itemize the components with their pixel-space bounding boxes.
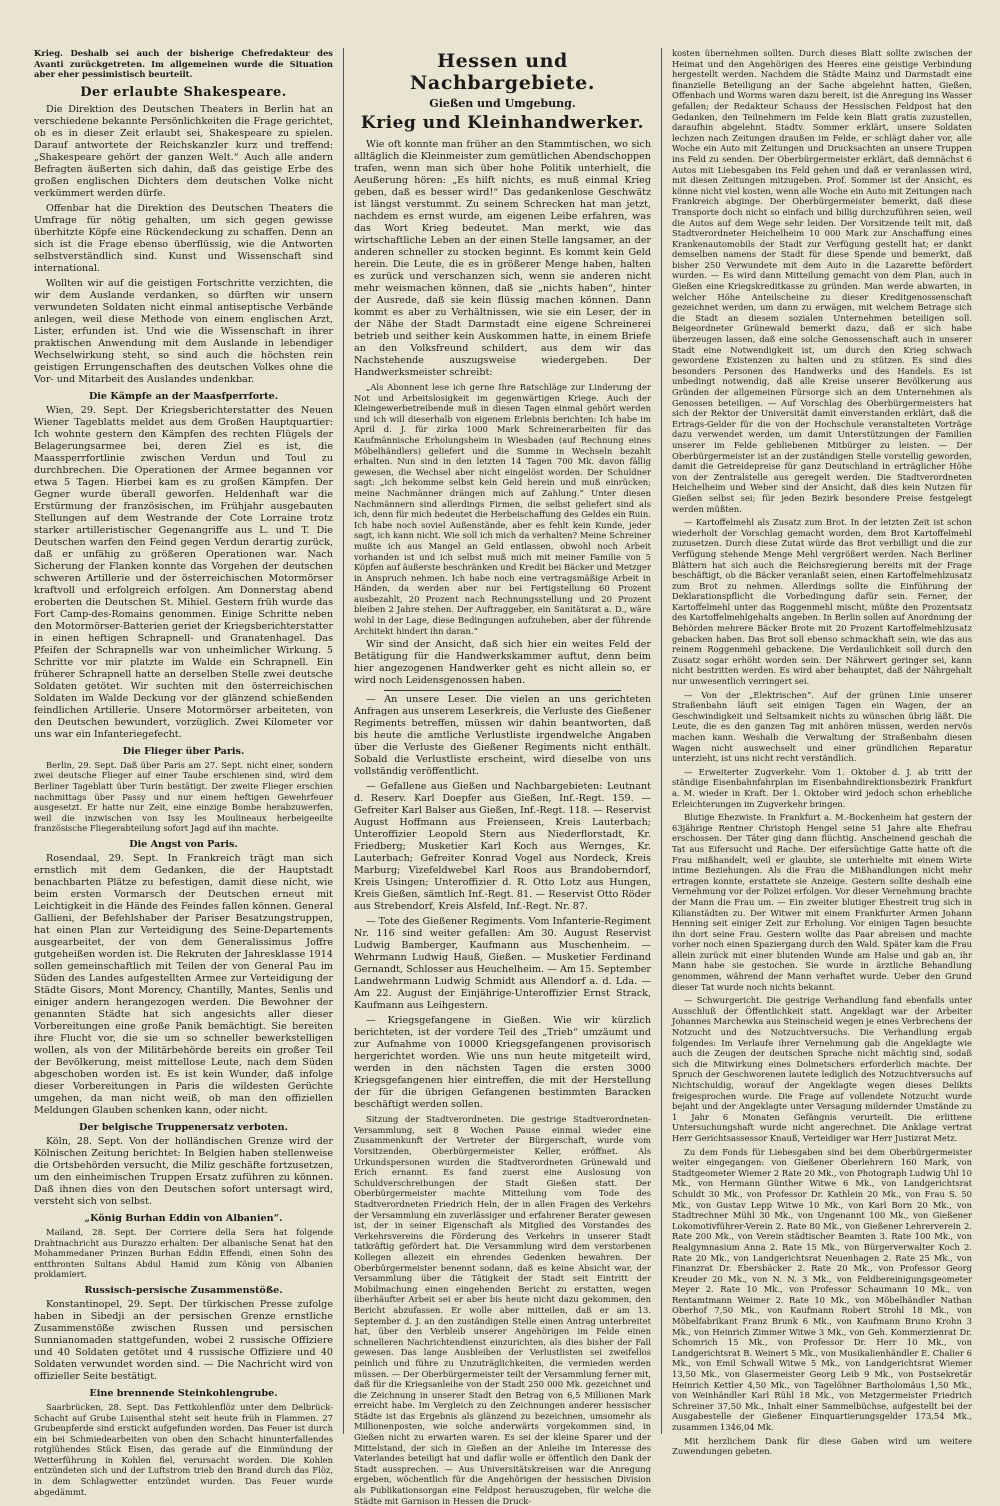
article-paragraph: Blutige Ehezwiste. In Frankfurt a. M.-Bockenheim hat gestern der 63jährige Rentner Christoph Hengel seine 51 Jahre alte Ehefrau erschossen. Der Täter ging dann flüchtig. Anscheinend geschah die Tat aus Eifersucht und Rache. Der eifersüchtige Gatte hatte oft die Frau mißhandelt, weil er glaubte, sie unterhielte mit einem Wirte intime Beziehungen. Als die Frau die Mißhandlungen nicht mehr ertragen konnte, erstattete sie Anzeige. Gestern sollte deshalb eine Vernehmung vor der Polizei erfolgen. Vor dieser Vernehmung brachte der Mann die Frau um. — Ein zweiter blutiger Ehestreit trug sich in Kilianstädten zu. Der Witwer mit einem Frankfurter Armen Johann Henning seit einiger Zeit zur Erholung. Vor einigen Tagen besuchte ihn dort seine Frau. Gestern wollte das Paar abreisen und machte vorher noch einen Spaziergang durch den Wald. Später kam die Frau allein zurück mit einer blutenden Wunde am Halse und gab an, ihr Mann habe sie gestochen. Sie wurde in ärztliche Behandlung genommen, während der Mann verhaftet wurde. Ueber den Grund dieser Tat wurde noch nichts bekannt. [672, 812, 972, 992]
article-paragraph: Saarbrücken, 28. Sept. Das Fettkohlenflöz unter dem Delbrück-Schacht auf Grube Luisenthal steht seit heute früh in Flammen. 27 Grubenpferde sind erstickt aufgefunden worden. Das Feuer ist durch ein bei Schmiedearbeiten von oben den Schacht hinunterfallendes rotglühendes Stück Eisen, das gerade auf die Einmündung der Wetterführung in Kohlen fiel, verursacht worden. Die Kohlen entzündeten sich und der Luftstrom trieb den Brand durch das Flöz, in dem Schlagwetter entzündet wurden. Das Feuer wurde abgedämmt. [34, 1401, 333, 1497]
article-paragraph: Rosendaal, 29. Sept. In Frankreich trägt man sich ernstlich mit dem Gedanken, die der Hauptstadt benachbarten Plätze zu befestigen, damit diese nicht, wie beim ersten Vormarsch der Deutschen erneut mit Leichtigkeit in die Hände des Feindes fallen können. General Gallieni, der Befehlshaber der Pariser Besatzungstruppen, hat einen Plan zur Verteidigung des Seine-Departements ausgearbeitet, der von dem Generalissimus Joffre gutgeheißen worden ist. Die Rekruten der Jahresklasse 1914 sollen gemeinschaftlich mit Teilen der von General Pau im Süden des Landes aufgestellten Armee zur Verteidigung der Städte Gisors, Mont Morency, Chantilly, Mantes, Senlis und einiger andern herangezogen werden. Die Bewohner der genannten Städte hat sich angesichts aller dieser Vorbereitungen eine große Panik bemächtigt. Sie bereiten ihre Flucht vor, die sie um so schneller bewerkstelligen wollen, als von der Militärbehörde bereits ein großer Teil der Bevölkerung, meist mittellose Leute, nach dem Süden abgeschoben worden ist. Es ist kein Wunder, daß infolge dieser Vorbereitungen in Paris die wildesten Gerüchte umgehen, da man nicht weiß, ob man den offiziellen Meldungen Glauben schenken kann, oder nicht. [34, 852, 333, 1116]
intro-text: Krieg. Deshalb sei auch der bisherige Chefredakteur des Avanti zurückgetreten. Im allgemeinen wurde die Situation aber eher pessimistisch beurteilt. [34, 48, 333, 80]
article-paragraph: Sitzung der Stadtverordneten. Die gestrige Stadtverordneten-Versammlung, seit 8 Wochen Pause einmal wieder eine Zusammenkunft der Vertreter der Bürgerschaft, wurde vom Vorsitzenden, Oberbürgermeister Keller, eröffnet. Als Urkundspersonen wurden die Stadtverordneten Grünewald und Erich ernannt. Es fand zuerst eine Auslosung von Schuldverschreibungen der Stadt Gießen statt. Der Oberbürgermeister machte Mitteilung vom Tode des Stadtverordneten Friedrich Heln, der in allen Fragen des Verkehrs der Versammlung ein zuverlässiger und erfahrener Berater gewesen ist, der in seiner Eigenschaft als Mitglied des Vorstandes des Verkehrsvereins die Förderung des Verkehrs in unserer Stadt tatkräftig gefördert hat. Die Versammlung wird dem verstorbenen Kollegen allezeit ein ehrendes Gedenken bewahren. Der Oberbürgermeister benennt sodann, daß es keine Absicht war, der Versammlung über die Tätigkeit der Stadt seit Eintritt der Mobilmachung einen eingehenden Bericht zu erstatten, wegen überhäufter Arbeit sei er aber bis heute nicht dazu gekommen, den Bericht abzufassen. Er wolle aber mitteilen, daß er am 13. September d. J. an den zuständigen Stelle einen Antrag unterbreitet hat, über den Verbleib unserer Angehörigen im Felde einen schnelleren Nachrichtendienst einzurichten, als dies bisher der Fall gewesen. Das lange Ausbleiben der Verlustlisten sei zweifellos peinlich und führe zu Unzuträglichkeiten, die vermieden werden müssen. — Der Oberbürgermeister teilt der Versammlung ferner mit, daß für die Kriegsanleihe von der Stadt 250 000 Mk. gezeichnet und die Zeichnung in unserer Stadt den Betrag von 6,5 Millionen Mark erreicht habe. Im Vergleich zu den Zeichnungen anderer hessischer Städte ist das Ergebnis als glänzend zu bezeichnen, umsomehr als Millionenposten, wie solche anderwärts vorgekommen sind, in Gießen nicht zu erwarten waren. Es sei der kleine Sparer und der Mittelstand, der sich in Gießen an der Anleihe im Interesse des Vaterlandes beteiligt hat und dafür wolle er öffentlich den Dank der Stadt aussprechen. — Aus Universitätskreisen war die Anregung ergeben, wöchentlich für die Angehörigen der hessischen Division als Publikationsorgan eine Feldpost herauszugeben, für welche die Städte mit Garnison in Hessen die Druck- [354, 1114, 651, 1506]
article-paragraph: Mailand, 28. Sept. Der Corriere della Sera hat folgende Drahtnachricht aus Durazzo erhalten: Der albanische Senat hat den Mohammedaner Prinzen Burhan Eddin Effendi, einen Sohn des entthronten Sultans Abdul Hamid zum König von Albanien proklamiert. [34, 1226, 333, 1280]
article-paragraph: — An unsere Leser. Die vielen an uns gerichteten Anfragen aus unserem Leserkreis, die Verluste des Gießener Regiments betreffen, müssen wir dahin beantworten, daß bis heute die amtliche Verlustliste irgendwelche Angaben über die Verluste des Gießener Regiments nicht enthält. Sobald die Verlustliste erscheint, wird dieselbe von uns vollständig veröffentlicht. [354, 694, 651, 778]
article-title-persien: Russisch-persische Zusammenstöße. [84, 1284, 283, 1296]
article-paragraph: — Kriegsgefangene in Gießen. Wie wir kürzlich berichteten, ist der vordere Teil des „Trieb“ umzäumt und zur Aufnahme von 10000 Kriegsgefangenen provisorisch hergerichtet worden. Wie uns nun heute mitgeteilt wird, werden in den nächsten Tagen die ersten 3000 Kriegsgefangenen hier eintreffen, die mit der Herstellung der für die übrigen Gefangenen bestimmten Baracken beschäftigt werden sollen. [354, 1015, 651, 1111]
article-title-maas: Die Kämpfe an der Maasfperrforte. [88, 390, 279, 402]
article-paragraph: Wie oft konnte man früher an den Stammtischen, wo sich alltäglich die Kleinmeister zum gemütlichen Abendschoppen trafen, wenn man sich über hohe Politik unterhielt, die Aeußerung hören: „Es hilft nichts, es muß einmal Krieg geben, daß es besser wird!“ Das gedankenlose Geschwätz ist längst verstummt. Zu seinem Schrecken hat man jetzt, nachdem es ernst wurde, am eigenen Leibe erfahren, was das Wort Krieg bedeutet. Man merkt, wie das wirtschaftliche Leben an der einen Stelle langsamer, an der anderen schneller zu stocken beginnt. Es kommt kein Geld herein. Die Leute, die es in größerer Menge haben, halten es zurück und verschanzen sich, wenn sie anderen nicht mehr weismachen können, daß sie „nichts haben“, hinter der Ausrede, daß sie kein flüssig machen können. Dann kommt es aber zu Verhältnissen, wie sie ein Leser, der in der Nähe der Stadt Darmstadt eine eigene Schreinerei betrieb und seither kein Auskommen hatte, in einem Briefe an den Volksfreund schildert, aus dem wir das Nachstehende auszugsweise wiedergeben. Der Handwerksmeister schreibt: [354, 139, 651, 378]
article-paragraph: Mit herzlichem Dank für diese Gaben wird um weitere Zuwendungen gebeten. [672, 1435, 972, 1457]
article-paragraph: Zu dem Fonds für Liebesgaben sind bei dem Oberbürgermeister weiter eingegangen: von Gießener Oberlehrern 160 Mark, von Stadtgeometer Wiemer 2 Rate 20 Mk., von Photograph Ludwig Uhl 10 Mk., von Hermann Günther Witwe 6 Mk., von Landgerichtsrat Schuldt 30 Mk., von Professor Dr. Kathlein 20 Mk., von Frau S. 50 Mk., von Gustav Lepp Witwe 10 Mk., von Karl Born 20 Mk., von Stadtrechner Mühl 30 Mk., von Ungenannt 100 Mk., von Gießener Lokomotivführer-Verein 2. Rate 80 Mk., von Gießener Lehrerverein 2. Rate 200 Mk., von Verein städtischer Beamten 3. Rate 100 Mk., von Realgymnasium Anna 2. Rate 15 Mk., von Bürgerverwalter Koch 2. Rate 20 Mk., von Landgerichtsrat Neuenhagen 2. Rate 25 Mk., von Finanzrat Dr. Ebersbäcker 2. Rate 20 Mk., von Professor Georg Kreuder 20 Mk., von N. N. 3 Mk., von Feldbereinigungsgeometer Meyer 2. Rate 10 Mk., von Professor Schaumann 10 Mk., von Rentamtmann Weimer 2. Rate 10 Mk., von Möbelhändler Nathan Oberhof 7,50 Mk., von Kaufmann Robert Strohl 18 Mk., von Möbelfabrikant Franz Brunk 6 Mk., von Kaufmann Bruno Krohn 3 Mk., von Heinrich Zimmer Witwe 3 Mk., von Geh. Kommerzienrat Dr. Schomrich 15 Mk., von Professor Dr. Herr 10 Mk., von Landgerichtsrat B. Weinert 5 Mk., von Musikalienhändler E. Chalier 6 Mk., von Emil Schwall Witwe 5 Mk., von Landgerichtsrat Wiemer 13,50 Mk., von Glasermeister Georg Leib 9 Mk., von Postsekretär Heinrich Kettler 4,50 Mk., von Tagelöhner Bartholomäus 1,50 Mk., von Weinhändler Karl Rühl 18 Mk., von Metzgermeister Friedrich Schreiner 37,50 Mk., Inhalt einer Sammelbüchse, aufgestellt bei der Ausgabestelle der Gießener Einquartierungsgelder 173,54 Mk., zusammen 1346,04 Mk. [672, 1146, 972, 1432]
article-title-kleinhandwerker: Krieg und Kleinhandwerker. [360, 113, 645, 133]
divider [384, 690, 621, 691]
article-title-paris: Die Angst von Paris. [129, 838, 238, 850]
letter-quote: „Als Abonnent lese ich gerne Ihre Ratschläge zur Linderung der Not und Arbeitslosigkeit im gegenwärtigen Kriege. Auch der Kleingewerbetreibende muß in diesen Tagen einmal gehört werden und ich will dieserhalb von eigenem Erlebnis berichten: Ich habe im April d. J. für zirka 1000 Mark Schreinerarbeiten für das Kaufmännische Erholungsheim in Wiesbaden (auf Rechnung eines Möbelhändlers) geliefert und die Summe in Wechseln bezahlt erhalten. Nun sind in den letzten 14 Tagen 700 Mk. davon fällig gewesen, die Wechsel aber nicht eingelöst worden. Der Schuldner sagt: „ich bekomme selbst kein Geld herein und muß einrücken; meine Nachmänner drängen mich auf Zahlung.“ Unter diesen Nachmännern sind allerdings Firmen, die selbst geliefert sind als ich, denn für mich bedeutet die Herbeischaffung des Geldes ein Ruin. Ich habe noch soviel Außenstände, aber es fehlt kein Kunde, jeder sagt, ich kann nicht. Wie soll ich mich da verhalten? Meine Schreiner mußte ich aus Mangel an Geld entlassen, obwohl noch Arbeit vorhanden ist und ich selbst muß mich mit meiner Familie von 5 Köpfen auf äußerste beschränken und Kredit bei Bäcker und Metzger in Anspruch nehmen. Ich habe noch eine vertragsmäßige Arbeit in Händen, da werden aber nur bei Fertigstellung 60 Prozent ausbezahlt, 20 Prozent nach Rechnungsstellung und 20 Prozent bleiben 2 Jahre stehen. Der Auftraggeber, ein Sanitätsrat a. D., wäre wohl in der Lage, diese Bedingungen aufzuheben, aber der führende Architekt hindert ihn daran.“ [354, 382, 651, 636]
article-title-flieger: Die Flieger über Paris. [122, 745, 245, 757]
article-title-belgien: Der belgische Truppenersatz verboten. [79, 1121, 288, 1133]
article-paragraph: — Gefallene aus Gießen und Nachbargebieten: Leutnant d. Reserv. Karl Doepfer aus Gießen, Inf.-Regt. 159. — Gefreiter Karl Balser aus Gießen, Inf.-Regt. 118. — Reservist August Hoffmann aus Freienseen, Kreis Lauterbach; Unteroffizier Leopold Stern aus Niederflorstadt, Kr. Friedberg; Musketier Karl Koch aus Wernges, Kr. Lauterbach; Gefreiter Konrad Vogel aus Nordeck, Kreis Marburg; Vizefeldwebel Karl Roos aus Brandoberndorf, Kreis Usingen; Unteroffizier d. R. Otto Lotz aus Hungen, Kreis Gießen, sämtlich Inf.-Regt. 81. — Reservist Otto Röder aus Strebendorf, Kreis Alsfeld, Inf.-Regt. Nr. 87. [354, 781, 651, 913]
article-paragraph: Köln, 28. Sept. Von der holländischen Grenze wird der Kölnischen Zeitung berichtet: In Belgien haben stellenweise die Ortsbehörden versucht, die Miliz geschäfte fortzusetzen, um den einheimischen Truppen Ersatz zuführen zu können. Daß ihnen dies von den Deutschen sofort untersagt wird, versteht sich von selbst. [34, 1135, 333, 1207]
article-paragraph: — Erweiterter Zugverkehr. Vom 1. Oktober d. J. ab tritt der ständige Eisenbahnfahrplan im Eisenbahndirektionsbezirk Frankfurt a. M. wieder in Kraft. Der 1. Oktober wird jedoch schon erhebliche Erleichterungen im Zugverkehr bringen. [672, 766, 972, 809]
column-3 [662, 48, 982, 1457]
article-title-grube: Eine brennende Steinkohlengrube. [89, 1387, 278, 1399]
article-paragraph: kosten übernehmen sollten. Durch dieses Blatt sollte zwischen der Heimat und den Angehörigen des Heeres eine geistige Verbindung hergestellt werden. Nachdem die Städte Mainz und Darmstadt eine finanzielle Beteiligung an der Sache abgelehnt hatten, Gießen, Offenbach und Worms waren dazu bereit, ist die Anregung ins Wasser gefallen; der Redakteur Schauss der Hessischen Feldpost hat den Gedanken, den Teilnehmern im Felde kein Blatt gratis zuzustellen, daraufhin abgelehnt. Stadtv. Sommer erklärt, unsere Soldaten lechzen nach Zeitungen draußen im Felde, er schlägt daher vor, alle Woche ein Auto mit Zeitungen und Drucksachten an unsere Truppen ins Feld zu senden. Der Oberbürgermeister erklärt, daß demnächst 6 Autos mit Liebesgaben ins Feld gehen und daß er veranlassen wird, mit diesen Zeitungen mitzugeben. Prof. Sommer ist der Ansicht, es könne nicht viel kosten, wenn alle Woche ein Auto mit Zeitungen nach Frankreich abginge. Der Oberbürgermeister bemerkt, daß diese Transporte doch nicht so einfach und billig durchzuführen seien, weil die Autos auf dem Wege sehr leiden. Der Vorsitzende teilt mit, daß Stadtverordneter Heichelheim 10 000 Mark zur Anschaffung eines Krankenautomobils der Stadt zur Verfügung gestellt hat; er dankt demselben namens der Stadt für diese Spende und bemerkt, daß bisher 250 Verwundete mit dem Auto in die Lazarette befördert wurden. — Es wird dann Mitteilung gemacht von dem Plan, auch in Gießen eine Kriegskreditkasse zu gründen. Man werde abwarten, in welcher Höhe Anteilscheine zu dieser Kreditgenossenschaft gezeichnet werden, um dann zu erwägen, mit welchem Betrage sich die Stadt an diesem sozialen Unternehmen beteiligen soll. Beigeordneter Grünewald bemerkt dazu, daß er sich habe überzeugen lassen, daß eine solche Genossenschaft auch in unserer Stadt eine Notwendigkeit ist, um durch den Krieg schwach gewordene Existenzen zu halten und zu stützen. Es sind dies besonders Personen des Handwerks und des Handels. Es ist unbedingt notwendig, daß alle Kreise unserer Bevölkerung aus Gründen der allgemeinen Fürsorge sich an dem Unternehmen als Genossen beteiligen. — Auf Vorschlag des Oberbürgermeisters hat sich der Rektor der Universität damit einverstanden erklärt, daß die Ertrags-Gelder für die von der Hochschule veranstalteten Vorträge dazu verwendet werden, um damit Unterstützungen der Familien unserer im Felde gebliebenen Mitbürger zu leisten. — Der Oberbürgermeister ist an der zuständigen Stelle vorstellig geworden, damit die Getreidepreise für ganz Deutschland in erträglicher Höhe von der Zentralstelle aus geregelt werden. Die Stadtverordneten Heichelheim und Weber sind der Ansicht, daß dies kein Nutzen für Gießen selbst sei; für jeden Bezirk besondere Preise festgelegt werden müßten. [672, 48, 972, 514]
article-paragraph: — Kartoffelmehl als Zusatz zum Brot. In der letzten Zeit ist schon wiederholt der Vorschlag gemacht worden, dem Brot Kartoffelmehl zuzusetzen. Durch diese Zutat würde das Brot verbilligt und die zur Verfügung stehende Menge Mehl vergrößert werden. Nach Berliner Blättern hat sich auch die Reichsregierung bereits mit der Frage beschäftigt, ob die Bäcker veranlaßt seien, einen Kartoffelmehlzusatz zum Brot zu nehmen. Allerdings sollte die Einführung der Deklarationspflicht die Vorbedingung dafür sein. Ferner, der Kartoffelmehl unter das Roggenmehl mischt, müßte den Prozentsatz des Kartoffelmehlgehalts angeben. In Berlin sollen auf Anordnung der Behörden mehrere Bäcker Brote mit 20 Prozent Kartoffelmehlzusatz gebacken haben. Das Brot soll ebenso schmackhaft sein, wie das aus reinem Roggenmehl gebackene. Die Verdaulichkeit soll durch den Zusatz sogar erhöht worden sein. Der Nährwert geringer sei, kann nicht bestritten werden. Es wird aber behauptet, daß der Nährgehalt nur unwesentlich verringert sei. [672, 517, 972, 687]
article-paragraph: Berlin, 29. Sept. Daß über Paris am 27. Sept. nicht einer, sondern zwei deutsche Flieger auf einer Taube erschienen sind, wird dem Berliner Tageblatt über Turin bestätigt. Der zweite Flieger erschien nachmittags über Passy und nur einem heftigen Gewehrfeuer ausgesetzt. Er hatte nur Zeit, eine einzige Bombe herabzuwerfen, weil die inzwischen von Issy les Moulineaux herbeigeeilte französische Fliegerabteilung sofort Jagd auf ihn machte. [34, 759, 333, 834]
article-paragraph: Wien, 29. Sept. Der Kriegsberichterstatter des Neuen Wiener Tageblatts meldet aus dem Großen Hauptquartier: Ich wohnte gestern den Kämpfen des rechten Flügels der Belagerungsarmee bei, deren Ziel es ist, die Maassperrfortlinie zwischen Verdun und Toul zu durchbrechen. Die Operationen der Armee begannen vor etwa 5 Tagen. Hierbei kam es zu großen Kämpfen. Der Gegner wurde überall geworfen. Heldenhaft war die Erstürmung der französischen, im Frühjahr ausgebauten Stellungen auf dem Westrande der Cote Lorraine trotz starker artilleristischer Gegenangriffe aus L. und T. Die Deutschen warfen den Feind gegen Verdun derartig zurück, daß er unfähig zu größeren Operationen war. Nach Sicherung der Flanken konnte das Vorgehen der deutschen schweren Artillerie und der österreichischen Motormörser kraftvoll und erfolgreich erfolgen. Am Donnerstag abend eroberten die Deutschen St. Mihiel. Gestern früh wurde das Fort Camp-des-Romains genommen. Einige Schritte neben den Motormörser-Batterien geriet der Kriegsberichterstatter in einen heftigen Schrapnell- und Granatenhagel. Das Pfeifen der Schrapnells war von unheimlicher Wirkung. 5 Schritte vor mir platzte im Walde ein Schrapnell. Ein früherer Schrapnell hatte an derselben Stelle zwei deutsche Soldaten getötet. Wir suchten mit den österreichischen Soldaten im Walde Deckung vor der glänzend schießenden feindlichen Artillerie. Unsere Motormörser arbeiteten, von den Deutschen bewundert, vorzüglich. Zwei Kilometer vor uns war ein Infanteriegefecht. [34, 404, 333, 740]
column-1 [24, 48, 344, 1497]
article-paragraph: — Von der „Elektrischen“. Auf der grünen Linie unserer Straßenbahn läuft seit einigen Tagen ein Wagen, der an Geschwindigkeit und Seltsamkeit nichts zu wünschen übrig läßt. Die Leute, die es den ganzen Tag mit anhören müssen, werden nervös machen kann. Weshalb die Verwaltung der Straßenbahn diesen Wagen nicht auswechselt und einer gründlichen Reparatur unterzieht, ist uns nicht recht verständlich. [672, 689, 972, 764]
section-subhead: Gießen und Umgebung. [429, 97, 576, 110]
article-paragraph: Die Direktion des Deutschen Theaters in Berlin hat an verschiedene bekannte Persönlichkeiten die Frage gerichtet, ob es in dieser Zeit erlaubt sei, Shakespeare zu spielen. Darauf antwortete der Reichskanzler kurz und treffend: „Shakespeare gehört der ganzen Welt.“ Auch alle andern Befragten äußerten sich dahin, daß das geistige Erbe des großen englischen Dichters dem deutschen Volke nicht verkümmert werden dürfe. [34, 103, 333, 199]
article-title-shakespeare: Der erlaubte Shakespeare. [80, 84, 287, 100]
article-paragraph: — Schwurgericht. Die gestrige Verhandlung fand ebenfalls unter Ausschluß der Öffentlichkeit statt. Angeklagt war der Arbeiter Johannes Marchewka aus Steinscheid wegen je eines Verbrechens der Notzucht und des Notzuchtversuchs. Die Verhandlung ergab folgendes: Im Verlaufe ihrer Vernehmung gab die Angeklagte wie auch die Zeugen der deutschen Sprache nicht mächtig sind, sodaß sich die Mitwirkung eines Dolmetschers erforderlich machte. Der Spruch der Geschworenen lautete lediglich des Notzuchtversuchs auf Nichtschuldig, worauf der Angeklagte wegen dieses Delikts freigesprochen wurde. Die Frage auf vollendete Notzucht wurde bejaht und der Angeklagte unter Versagung mildernder Umstände zu 1 Jahr 6 Monaten Gefängnis verurteilt. Die erlittene Untersuchungshaft wurde nicht angerechnet. Die Anklage vertrat Herr Gerichtsassessor Knauß, Verteidiger war Herr Justizrat Metz. [672, 995, 972, 1143]
article-paragraph: Konstantinopel, 29. Sept. Der türkischen Presse zufolge haben in Sibedji an der persischen Grenze ernstliche Zusammenstöße zwischen Russen und persischen Sunnianomaden stattgefunden, wobei 2 russische Offiziere und 40 Soldaten getötet und 4 russische Offiziere und 40 Soldaten verwundet worden sind. — Die Nachricht wird von offizieller Seite bestätigt. [34, 1298, 333, 1382]
column-2 [344, 48, 662, 1506]
section-masthead: Hessen und Nachbargebiete. [409, 50, 596, 94]
article-title-albanien: „König Burhan Eddin von Albanien“. [84, 1212, 283, 1224]
article-paragraph: Offenbar hat die Direktion des Deutschen Theaters die Umfrage für nötig gehalten, um sich gegen gewisse überhitzte Köpfe eine Rückendeckung zu schaffen. Denn an sich ist die Frage ebenso überflüssig, wie die Antworten selbstverständlich sind. Kunst und Wissenschaft sind international. [34, 202, 333, 274]
article-paragraph: Wir sind der Ansicht, daß sich hier ein weites Feld der Betätigung für die Handwerkskammer auftut, denn beim hier angezogenen Handwerker geht es nicht allein so, er wird noch Leidensgenossen haben. [354, 639, 651, 687]
article-paragraph: Wollten wir auf die geistigen Fortschritte verzichten, die wir dem Auslande verdanken, so dürften wir unsern verwundeten Soldaten nicht einmal antiseptische Verbände anlegen, weil diese Methode von einem englischen Arzt, Lister, erfunden ist. Und wie die Wissenschaft in ihrer praktischen Anwendung mit dem Auslande in lebendiger Wechselwirkung steht, so sind auch die höchsten rein geistigen Errungenschaften des deutschen Volkes ohne die Vor- und Mitarbeit des Auslandes undenkbar. [34, 277, 333, 385]
article-paragraph: — Tote des Gießener Regiments. Vom Infanterie-Regiment Nr. 116 sind weiter gefallen: Am 30. August Reservist Ludwig Bamberger, Kaufmann aus Muschenheim. — Wehrmann Ludwig Hauß, Gießen. — Musketier Ferdinand Gernandt, Schlosser aus Heuchelheim. — Am 15. September Landwehrmann Ludwig Schmidt aus Allendorf a. d. Lda. — Am 22. August der Einjährige-Unteroffizier Ernst Strack, Kaufmann aus Leihgestern. [354, 916, 651, 1012]
